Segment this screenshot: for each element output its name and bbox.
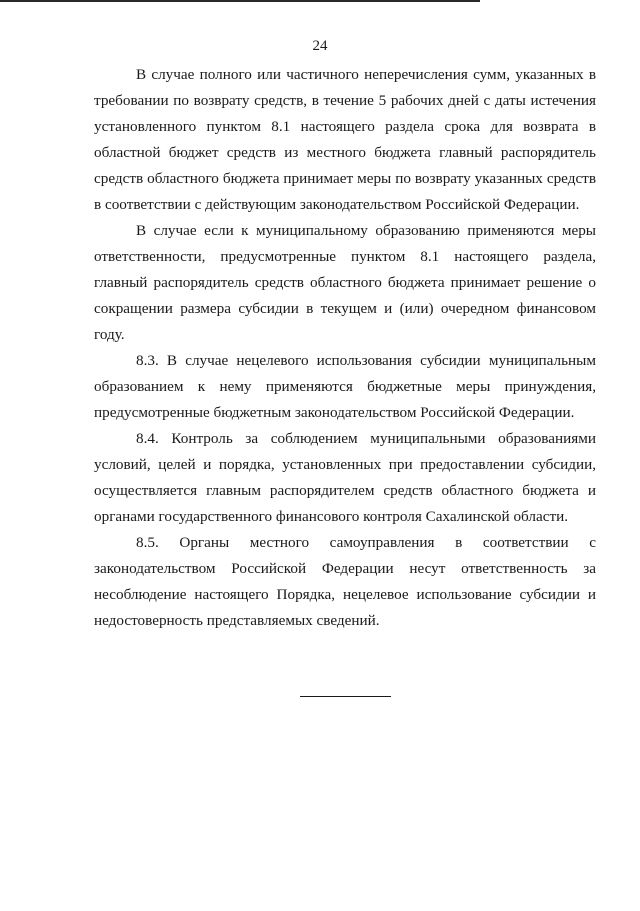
document-body [94,62,596,634]
paragraph-nonpayment-return: В случае полного или частичного неперечисления сумм, указанных в требовании по возврату средств, в течение 5 рабочих дней с даты истечения установленного пунктом 8.1 настоящего раздела срока для возврата в областной бюджет средств из местного бюджета главный распорядитель средств областного бюджета принимает меры по возврату указанных средств в соответствии с действующим законодательством Российской Федерации. [94,66,596,213]
end-of-text-rule [300,696,391,697]
paragraph-subsidy-reduction: В случае если к муниципальному образованию применяются меры ответственности, предусмотренные пунктом 8.1 настоящего раздела, главный распорядитель средств областного бюджета принимает решение о сокращении размера субсидии в текущем и (или) очередном финансовом году. [94,222,596,343]
paragraph-8-4-control: 8.4. Контроль за соблюдением муниципальными образованиями условий, целей и порядка, установленных при предоставлении субсидии, осуществляется главным распорядителем средств областного бюджета и органами государственного финансового контроля Сахалинской области. [94,430,596,525]
paragraph-8-3-misuse: 8.3. В случае нецелевого использования субсидии муниципальным образованием к нему применяются бюджетные меры принуждения, предусмотренные бюджетным законодательством Российской Федерации. [94,352,596,421]
top-border-rule [0,0,480,2]
page-number: 24 [312,38,328,54]
paragraph-8-5-responsibility: 8.5. Органы местного самоуправления в соответствии с законодательством Российской Федерации несут ответственность за несоблюдение настоящего Порядка, нецелевое использование субсидии и недостоверность представляемых сведений. [94,534,596,629]
